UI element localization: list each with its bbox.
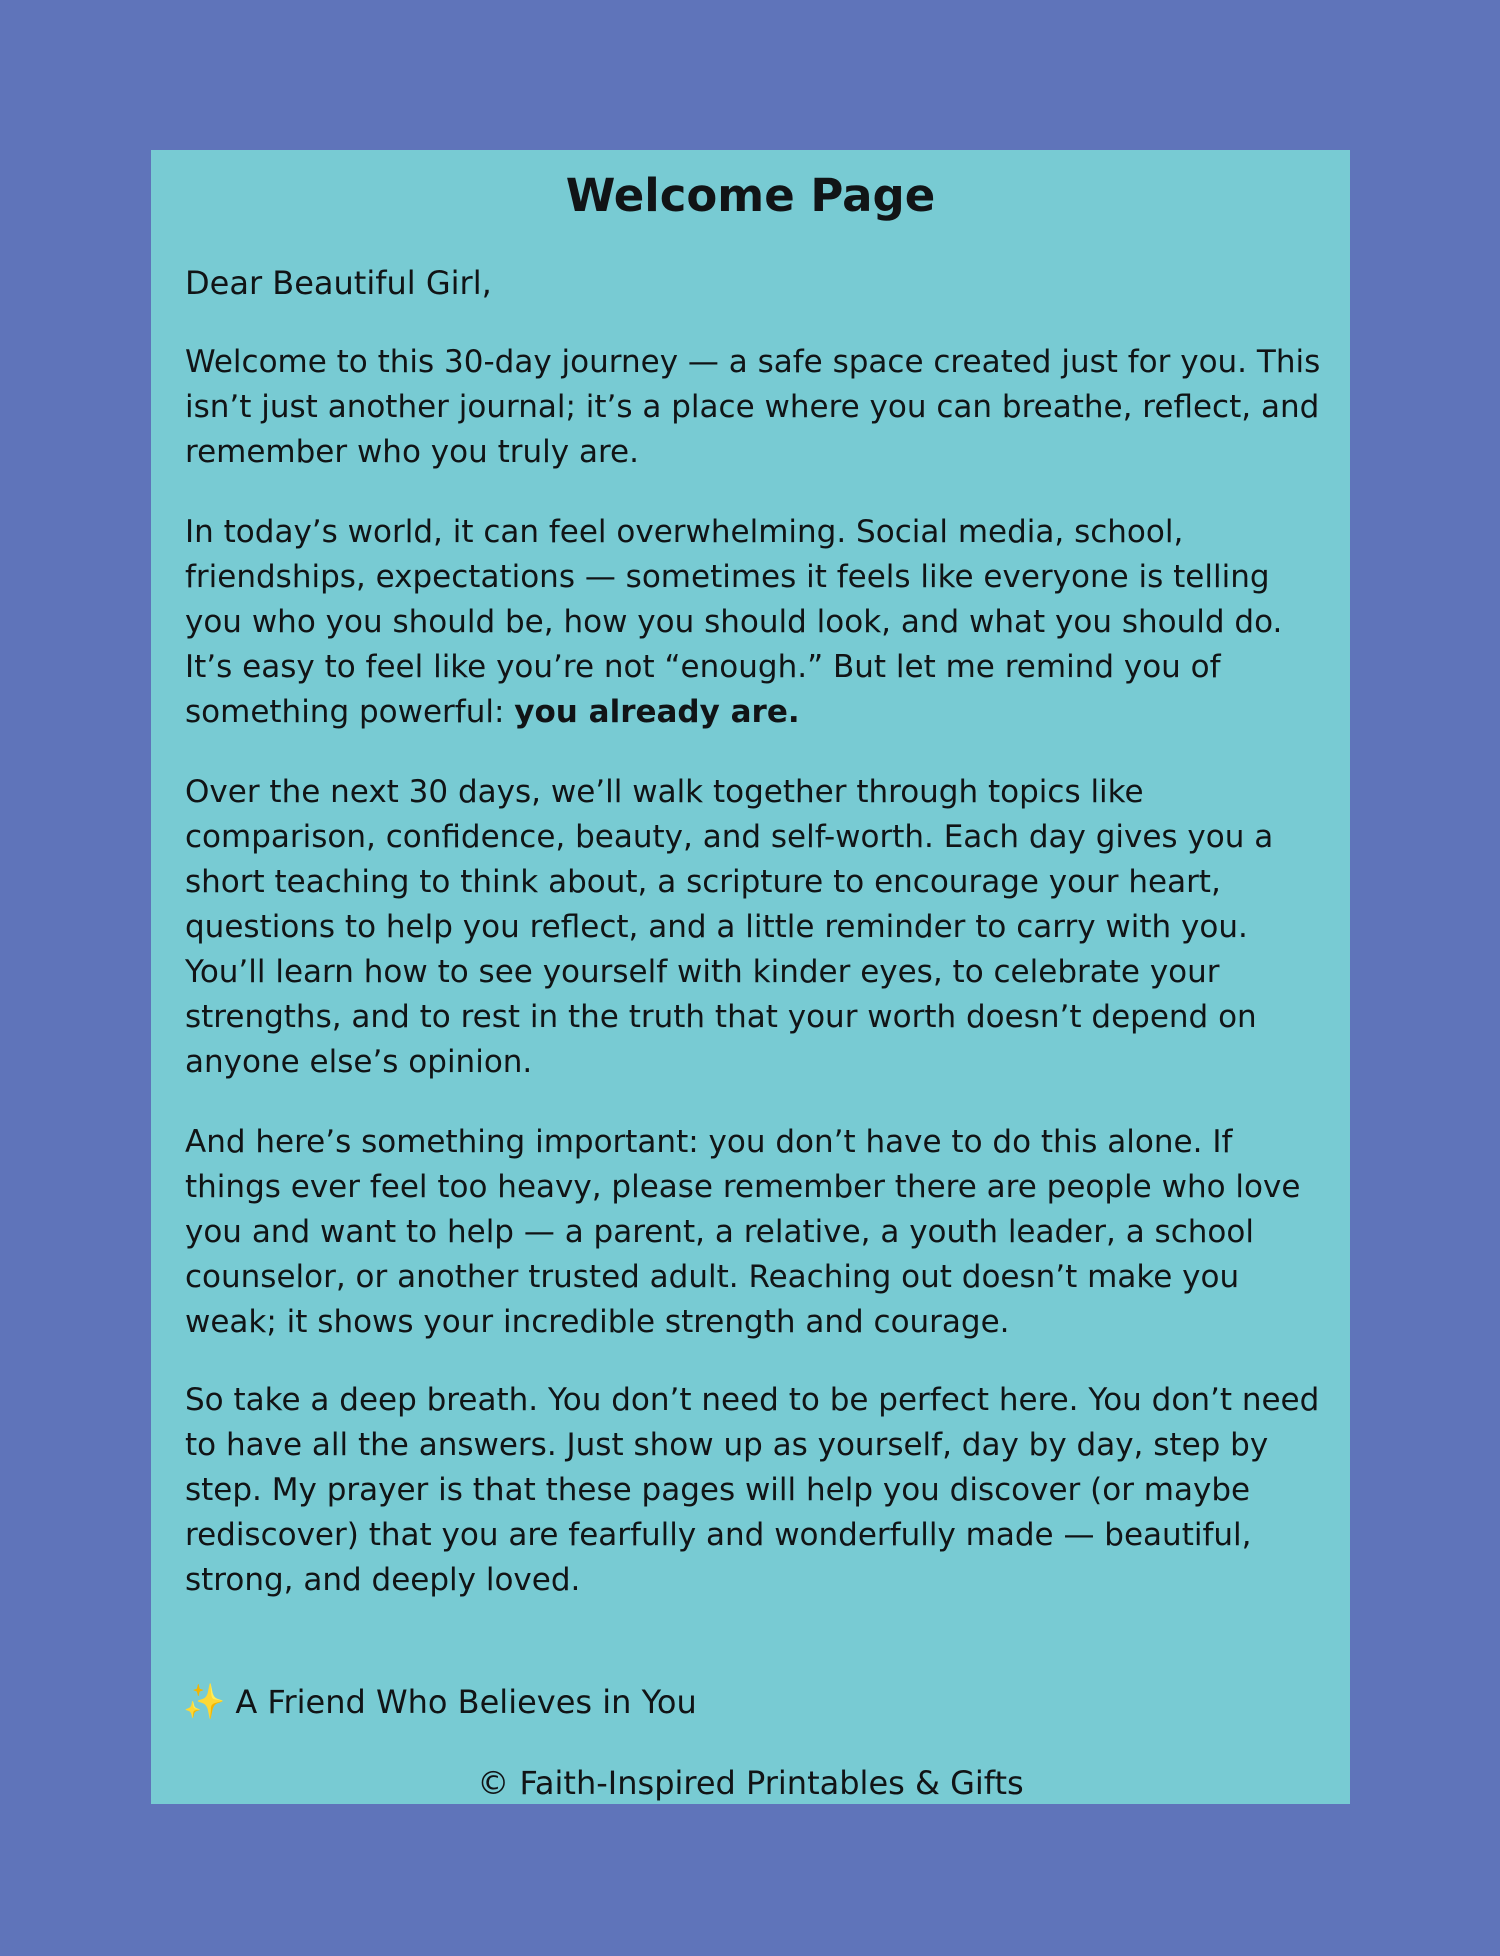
salutation: Dear Beautiful Girl,: [185, 264, 492, 302]
paragraph-intro: Welcome to this 30-day journey — a safe space created just for you. This isn’t just another journal; it’s a place where you can breathe, reflect, and remember who you truly are.: [185, 344, 1321, 470]
copyright-footer: © Faith-Inspired Printables & Gifts: [477, 1764, 1024, 1802]
signoff: [183, 1680, 697, 1724]
paragraph-world: [185, 510, 1335, 735]
signoff-text: A Friend Who Believes in You: [235, 1683, 697, 1721]
paragraph-world-text: In today’s world, it can feel overwhelming. Social media, school, friendships, expectations — sometimes it feels like everyone is telling you who you should be, how you should look, and what you should do. It’s easy to feel like you’re not “enough.” But let me remind you of something powerful:: [185, 514, 1283, 730]
paragraph-journey: Over the next 30 days, we’ll walk together through topics like comparison, confidence, beauty, and self-worth. Each day gives you a short teaching to think about, a scripture to encourage your heart, questions to help you reflect, and a little reminder to carry with you. You’ll learn how to see yourself with kinder eyes, to celebrate your strengths, and to rest in the truth that your worth doesn’t depend on anyone else’s opinion.: [185, 774, 1274, 1080]
page-title: Welcome Page: [565, 169, 936, 222]
sparkle-icon: ✨: [183, 1682, 226, 1722]
welcome-card: [151, 150, 1350, 1804]
emphasis-text: you already are.: [514, 694, 800, 730]
paragraph-breathe: So take a deep breath. You don’t need to be perfect here. You don’t need to have all the answers. Just show up as yourself, day by day, step by step. My prayer is that these pages will help you discover (or maybe rediscover) that you are fearfully and wonderfully made — beautiful, strong, and deeply loved.: [185, 1382, 1320, 1598]
paragraph-support: And here’s something important: you don’t have to do this alone. If things ever feel too heavy, please remember there are people who love you and want to help — a parent, a relative, a youth leader, a school counselor, or another trusted adult. Reaching out doesn’t make you weak; it shows your incredible strength and courage.: [185, 1124, 1301, 1340]
